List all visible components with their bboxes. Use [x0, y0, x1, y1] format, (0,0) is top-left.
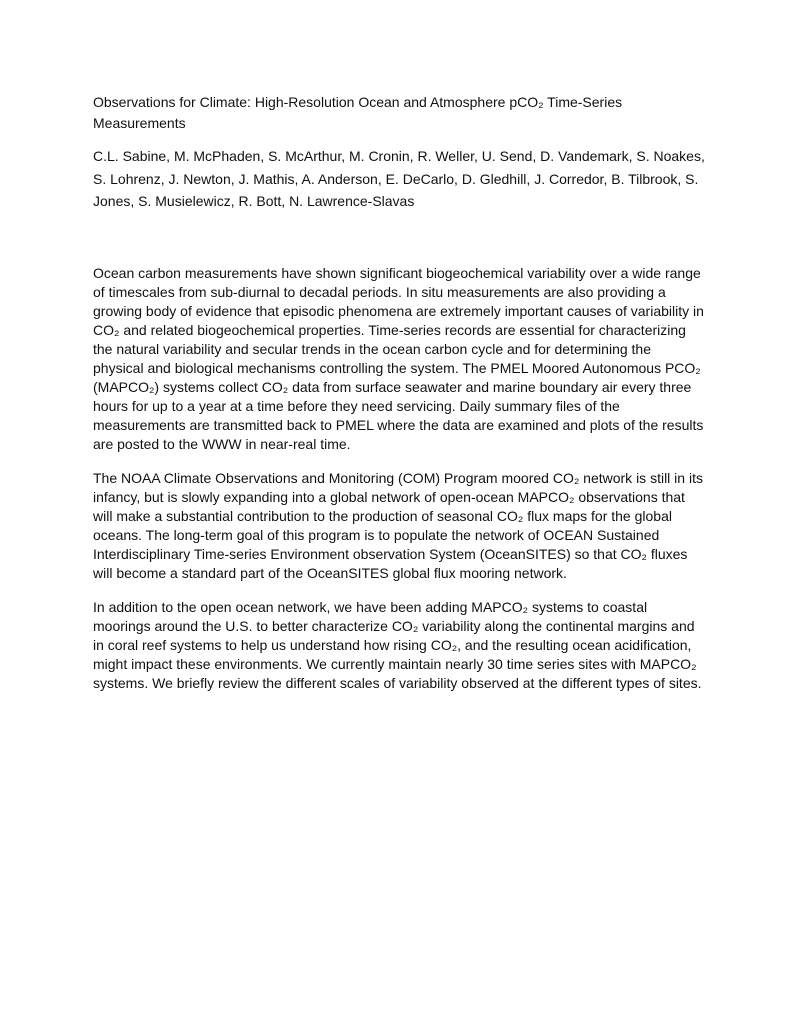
abstract-paragraph-3: In addition to the open ocean network, we have been adding MAPCO₂ systems to coastal moorings around the U.S. to better characterize CO₂ variability along the continental margins and in coral reef systems to help us understand how rising CO₂, and the resulting ocean acidification, might impact these environments. We currently maintain nearly 30 time series sites with MAPCO₂ systems. We briefly review the different scales of variability observed at the different types of sites.	[93, 598, 702, 691]
abstract-paragraph-1: Ocean carbon measurements have shown significant biogeochemical variability over a wide range of timescales from sub-diurnal to decadal periods. In situ measurements are also providing a growing body of evidence that episodic phenomena are extremely important causes of variability in CO₂ and related biogeochemical properties. Time-series records are essential for characterizing the natural variability and secular trends in the ocean carbon cycle and for determining the physical and biological mechanisms controlling the system. The PMEL Moored Autonomous PCO₂ (MAPCO₂) systems collect CO₂ data from surface seawater and marine boundary air every three hours for up to a year at a time before they need servicing. Daily summary files of the measurements are transmitted back to PMEL where the data are examined and plots of the results are posted to the WWW in near-real time.	[93, 264, 704, 452]
document-title: Observations for Climate: High-Resolution Ocean and Atmosphere pCO₂ Time-Series Measurements	[93, 94, 623, 131]
document-page	[93, 92, 705, 708]
author-list: C.L. Sabine, M. McPhaden, S. McArthur, M. Cronin, R. Weller, U. Send, D. Vandemark, S. Noakes, S. Lohrenz, J. Newton, J. Mathis, A. Anderson, E. DeCarlo, D. Gledhill, J. Corredor, B. Tilbrook, S. Jones, S. Musielewicz, R. Bott, N. Lawrence-Slavas	[93, 148, 705, 209]
abstract-paragraph-2: The NOAA Climate Observations and Monitoring (COM) Program moored CO₂ network is still in its infancy, but is slowly expanding into a global network of open-ocean MAPCO₂ observations that will make a substantial contribution to the production of seasonal CO₂ flux maps for the global oceans. The long-term goal of this program is to populate the network of OCEAN Sustained Interdisciplinary Time-series Environment observation System (OceanSITES) so that CO₂ fluxes will become a standard part of the OceanSITES global flux mooring network.	[93, 469, 703, 581]
